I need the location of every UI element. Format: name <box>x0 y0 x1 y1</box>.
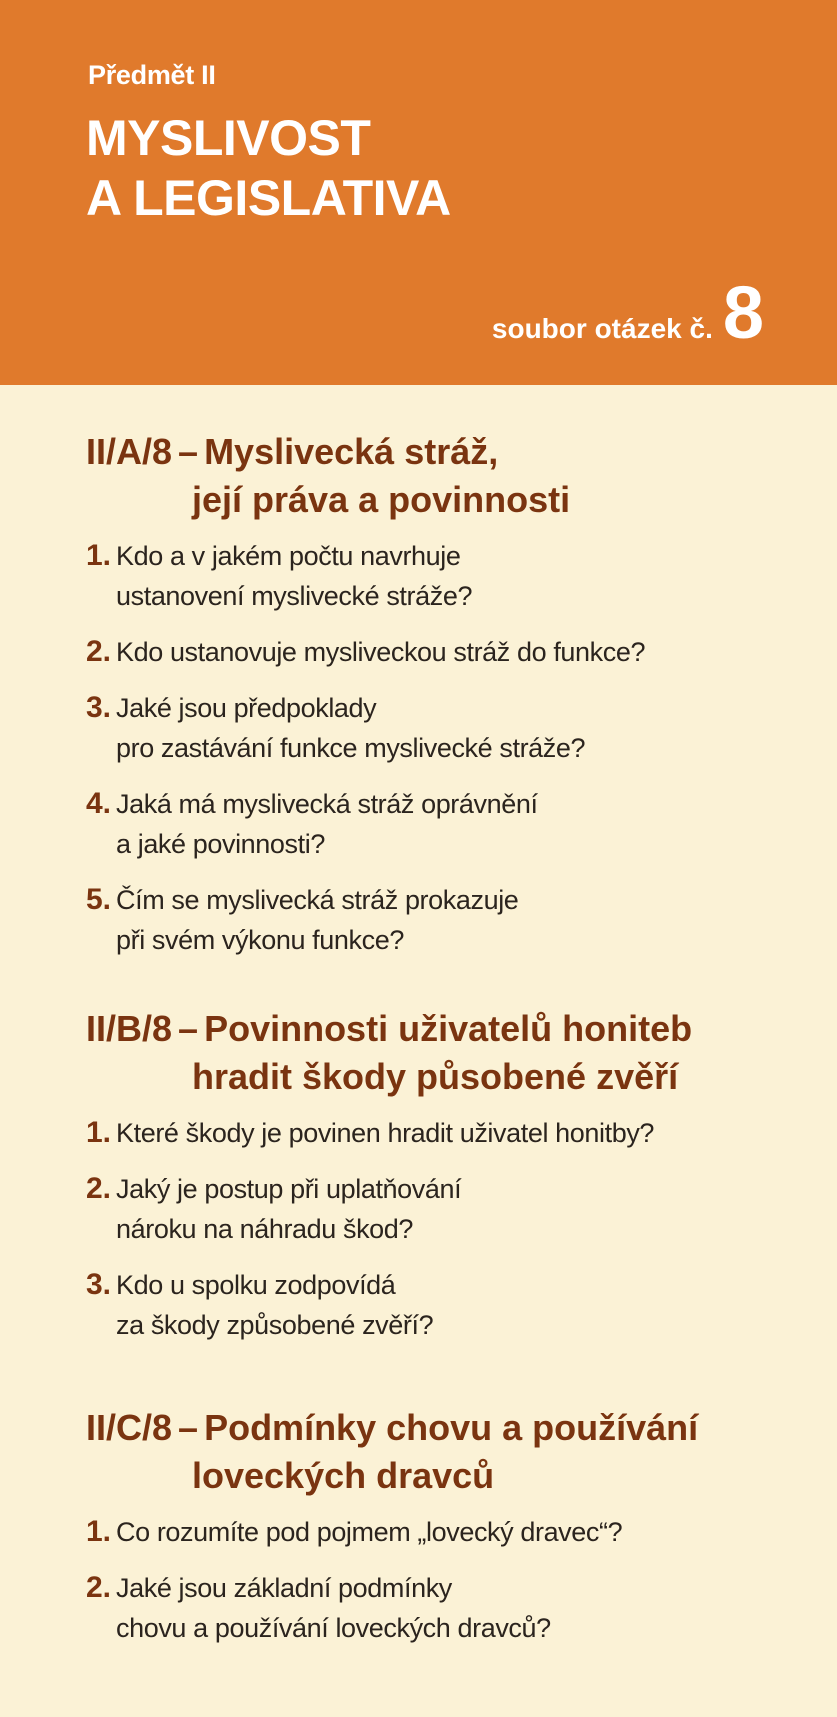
section-b-dash: – <box>178 1008 199 1049</box>
section-b-title-line-1: Povinnosti uživatelů honiteb <box>204 1008 693 1049</box>
question-text: Jaký je postup při uplatňování nároku na náhradu škod? <box>116 1174 462 1244</box>
question-text: Jaké jsou předpoklady pro zastávání funkce myslivecké stráže? <box>116 693 586 763</box>
section-a-questions <box>86 536 806 960</box>
question-number: 3. <box>86 691 112 724</box>
section-a <box>86 428 806 976</box>
question-item <box>86 688 806 768</box>
question-text: Jaké jsou základní podmínky chovu a používání loveckých dravců? <box>116 1573 551 1643</box>
section-c-heading <box>86 1404 806 1500</box>
section-c-questions <box>86 1512 806 1648</box>
section-a-title-line-1: Myslivecká stráž, <box>204 431 499 472</box>
question-item <box>86 784 806 864</box>
section-b <box>86 1005 806 1361</box>
question-number: 5. <box>86 883 112 916</box>
section-a-code: II/A/8 <box>86 431 173 472</box>
question-number: 4. <box>86 787 112 820</box>
section-b-heading <box>86 1005 806 1101</box>
question-set-number: 8 <box>722 271 764 354</box>
question-text: Kdo u spolku zodpovídá za škody způsobené zvěří? <box>116 1270 434 1340</box>
section-a-heading <box>86 428 806 524</box>
title-line-1: MYSLIVOST <box>86 110 371 166</box>
subject-label: Předmět II <box>88 60 216 90</box>
question-number: 2. <box>86 1172 112 1205</box>
question-text: Jaká má myslivecká stráž oprávnění a jaké povinnosti? <box>116 789 538 859</box>
section-a-title-line-2: její práva a povinnosti <box>192 479 571 520</box>
question-item <box>86 880 806 960</box>
section-c <box>86 1404 806 1664</box>
section-c-title-line-1: Podmínky chovu a používání <box>204 1407 699 1448</box>
title-line-2: A LEGISLATIVA <box>86 170 451 226</box>
question-number: 2. <box>86 635 112 668</box>
question-set-label: soubor otázek č. <box>491 313 713 344</box>
question-number: 2. <box>86 1571 112 1604</box>
section-b-questions <box>86 1113 806 1345</box>
section-b-title-line-2: hradit škody působené zvěří <box>192 1056 679 1097</box>
question-text: Čím se myslivecká stráž prokazuje při svém výkonu funkce? <box>116 885 519 955</box>
question-text: Co rozumíte pod pojmem „lovecký dravec“? <box>116 1517 623 1547</box>
question-item <box>86 1169 806 1249</box>
page-title <box>86 108 451 228</box>
question-number: 3. <box>86 1268 112 1301</box>
question-text: Kdo a v jakém počtu navrhuje ustanovení myslivecké stráže? <box>116 541 473 611</box>
section-c-title-line-2: loveckých dravců <box>192 1455 495 1496</box>
question-item <box>86 1265 806 1345</box>
question-text: Kdo ustanovuje mysliveckou stráž do funkce? <box>116 637 646 667</box>
question-number: 1. <box>86 1515 112 1548</box>
section-c-dash: – <box>178 1407 199 1448</box>
question-item <box>86 1512 806 1552</box>
question-item <box>86 1568 806 1648</box>
question-number: 1. <box>86 539 112 572</box>
section-b-code: II/B/8 <box>86 1008 173 1049</box>
question-item <box>86 1113 806 1153</box>
question-number: 1. <box>86 1116 112 1149</box>
question-set <box>491 271 764 354</box>
section-a-dash: – <box>178 431 199 472</box>
question-item <box>86 536 806 616</box>
question-item <box>86 632 806 672</box>
header-banner <box>0 0 837 385</box>
question-text: Které škody je povinen hradit uživatel honitby? <box>116 1118 655 1148</box>
section-c-code: II/C/8 <box>86 1407 173 1448</box>
